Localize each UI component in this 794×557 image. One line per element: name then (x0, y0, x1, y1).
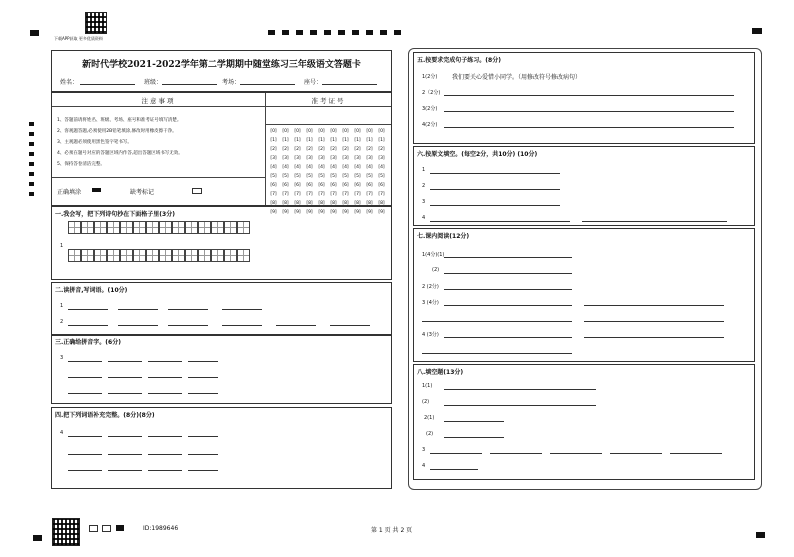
exam-number-bubble[interactable]: [1] (270, 138, 277, 143)
exam-number-bubble[interactable]: [9] (294, 210, 301, 215)
exam-number-bubble[interactable]: [8] (378, 201, 385, 206)
fill-correct-sample (92, 188, 101, 192)
section-5-title: 五.按要求完成句子练习。(8分) (417, 57, 501, 64)
section-5-q1: 1(2分) (422, 74, 438, 80)
exam-number-bubble[interactable]: [6] (378, 183, 385, 188)
exam-number-bubble[interactable]: [6] (342, 183, 349, 188)
exam-number-bubble[interactable]: [9] (270, 210, 277, 215)
exam-number-column[interactable] (340, 127, 351, 217)
writing-grid[interactable] (68, 221, 250, 271)
exam-number-bubble[interactable]: [8] (318, 201, 325, 206)
writing-cell[interactable] (120, 221, 133, 234)
exam-number-bubble[interactable]: [7] (306, 192, 313, 197)
footer-mark-1 (89, 525, 98, 532)
section-7-q4: 4 (3分) (422, 332, 439, 338)
notice-item-3: 3、主观题必须使用黑色签字笔书写。 (57, 140, 132, 145)
corner-mark-tr (752, 28, 762, 34)
section-2-title: 二.读拼音,写词语。(10分) (55, 287, 128, 294)
corner-mark-bl (33, 535, 42, 541)
exam-number-column[interactable] (292, 127, 303, 217)
exam-number-bubble[interactable]: [5] (378, 174, 385, 179)
section-8-q3: 3 (422, 447, 426, 453)
corner-mark-tl (30, 30, 39, 36)
exam-number-write-row[interactable] (266, 106, 391, 125)
writing-cell[interactable] (224, 221, 237, 234)
exam-number-bubble[interactable]: [7] (318, 192, 325, 197)
footer-mark-2 (102, 525, 111, 532)
section-4-box (51, 407, 392, 489)
section-5-q1-text: 我们要关心爱惜小同学。（用修改符号修改病句） (452, 74, 582, 81)
exam-number-bubble[interactable]: [7] (330, 192, 337, 197)
exam-number-bubble[interactable]: [8] (270, 201, 277, 206)
exam-number-bubble[interactable]: [3] (366, 156, 373, 161)
section-8-q4: 4 (422, 463, 426, 469)
exam-number-bubble[interactable]: [6] (306, 183, 313, 188)
exam-number-bubble[interactable]: [8] (366, 201, 373, 206)
exam-number-column[interactable] (304, 127, 315, 217)
exam-number-bubble[interactable]: [0] (378, 129, 385, 134)
exam-number-bubble[interactable]: [7] (294, 192, 301, 197)
writing-cell[interactable] (172, 221, 185, 234)
exam-number-bubble[interactable]: [5] (342, 174, 349, 179)
exam-number-bubble[interactable]: [0] (294, 129, 301, 134)
header-qr-code (85, 12, 107, 34)
exam-number-bubble[interactable]: [4] (378, 165, 385, 170)
notice-heading: 注意事项 (141, 97, 176, 105)
notice-item-1: 1、答题前请将姓名、班级、考场、座号和准考证号填写清楚。 (57, 118, 182, 123)
exam-number-bubble[interactable]: [8] (306, 201, 313, 206)
exam-number-bubble[interactable]: [4] (366, 165, 373, 170)
section-2-q1: 1 (60, 303, 64, 309)
writing-cell[interactable] (185, 249, 198, 262)
footer-page-number: 第 1 页 共 2 页 (371, 527, 413, 534)
notice-item-5: 5、保持答卷清洁完整。 (57, 162, 105, 167)
section-2-q2: 2 (60, 319, 64, 325)
writing-cell[interactable] (237, 221, 250, 234)
exam-number-bubble[interactable]: [3] (354, 156, 361, 161)
section-7-q2: 2 (2分) (422, 284, 439, 290)
exam-number-bubble[interactable]: [0] (270, 129, 277, 134)
exam-number-bubble[interactable]: [2] (318, 147, 325, 152)
notice-item-2: 2、客观题答题,必须使用2B铅笔填涂,修改时用橡皮擦干净。 (57, 129, 177, 134)
exam-number-bubble[interactable]: [5] (270, 174, 277, 179)
exam-number-bubble[interactable]: [9] (306, 210, 313, 215)
writing-cell[interactable] (94, 249, 107, 262)
exam-number-bubble[interactable]: [2] (378, 147, 385, 152)
exam-number-bubble[interactable]: [2] (282, 147, 289, 152)
section-3-title: 三.正确给拼音字。(6分) (55, 339, 121, 346)
qr-caption: 下载APP获取 更多优质资料 (54, 36, 103, 41)
exam-number-column[interactable] (316, 127, 327, 217)
exam-number-bubble[interactable]: [0] (366, 129, 373, 134)
section-4-title: 四.把下列词语补充完整。(8分)(8分) (55, 412, 155, 419)
page-title: 新时代学校2021-2022学年第二学期期中随堂练习三年级语文答题卡 (82, 60, 361, 70)
section-7-q1b: (2) (432, 267, 440, 273)
exam-number-bubble[interactable]: [3] (294, 156, 301, 161)
exam-number-bubble[interactable]: [6] (366, 183, 373, 188)
exam-number-bubble[interactable]: [7] (378, 192, 385, 197)
exam-number-bubble[interactable]: [4] (342, 165, 349, 170)
section-1-title: 一.我会写，把下列诗句抄在下面格子里(3分) (55, 211, 175, 218)
exam-number-bubble[interactable]: [1] (342, 138, 349, 143)
section-3-box (51, 334, 392, 404)
section-3-q-number: 3 (60, 355, 64, 361)
exam-number-bubble[interactable]: [5] (294, 174, 301, 179)
exam-number-bubble[interactable]: [2] (306, 147, 313, 152)
exam-number-bubble[interactable]: [4] (270, 165, 277, 170)
exam-number-column[interactable] (280, 127, 291, 217)
exam-number-bubble[interactable]: [3] (282, 156, 289, 161)
exam-number-bubble[interactable]: [3] (330, 156, 337, 161)
exam-number-bubble[interactable]: [3] (378, 156, 385, 161)
writing-cell[interactable] (120, 249, 133, 262)
exam-number-bubble[interactable]: [1] (294, 138, 301, 143)
writing-cell[interactable] (211, 221, 224, 234)
exam-number-bubble[interactable]: [5] (366, 174, 373, 179)
section-8-title: 八.填空题(13分) (417, 369, 464, 376)
exam-number-bubble[interactable]: [8] (330, 201, 337, 206)
absent-mark-label: 缺考标记 (130, 189, 155, 196)
section-8-q1: 1(1) (422, 383, 433, 389)
exam-number-bubble[interactable]: [8] (354, 201, 361, 206)
section-5-q2: 2（2分) (422, 90, 441, 96)
room-field-label: 考场： (222, 79, 241, 86)
exam-number-bubble[interactable]: [4] (306, 165, 313, 170)
exam-number-bubble[interactable]: [6] (330, 183, 337, 188)
exam-number-bubble[interactable]: [0] (342, 129, 349, 134)
exam-number-bubble[interactable]: [4] (330, 165, 337, 170)
exam-number-bubble[interactable]: [3] (306, 156, 313, 161)
writing-cell[interactable] (146, 249, 159, 262)
writing-cell[interactable] (237, 249, 250, 262)
section-6-title: 六.按原文填空。(每空2分，共10分) (10分) (417, 151, 538, 158)
writing-cell[interactable] (198, 249, 211, 262)
seat-field-label: 座号： (304, 79, 323, 86)
exam-number-bubble[interactable]: [2] (330, 147, 337, 152)
corner-mark-br (756, 532, 765, 538)
exam-number-bubble[interactable]: [9] (330, 210, 337, 215)
section-5-q4: 4(2分) (422, 122, 438, 128)
exam-number-bubble[interactable]: [2] (270, 147, 277, 152)
exam-number-bubble[interactable]: [1] (318, 138, 325, 143)
exam-number-bubble[interactable]: [2] (366, 147, 373, 152)
exam-number-column[interactable] (268, 127, 279, 217)
exam-number-bubble[interactable]: [2] (342, 147, 349, 152)
exam-number-bubble[interactable]: [6] (270, 183, 277, 188)
writing-cell[interactable] (224, 249, 237, 262)
exam-number-bubble[interactable]: [2] (294, 147, 301, 152)
exam-number-bubble[interactable]: [3] (270, 156, 277, 161)
writing-cell[interactable] (81, 249, 94, 262)
section-5-box (413, 52, 755, 144)
writing-cell[interactable] (68, 249, 81, 262)
exam-number-bubble[interactable]: [5] (330, 174, 337, 179)
exam-number-bubble[interactable]: [4] (354, 165, 361, 170)
exam-number-bubble[interactable]: [9] (354, 210, 361, 215)
class-field-label: 班级： (144, 79, 163, 86)
writing-cell[interactable] (133, 249, 146, 262)
exam-number-bubble[interactable]: [3] (342, 156, 349, 161)
exam-number-bubble[interactable]: [5] (306, 174, 313, 179)
exam-number-column[interactable] (376, 127, 387, 217)
section-8-q2: 2(1) (424, 415, 435, 421)
exam-number-bubble[interactable]: [8] (342, 201, 349, 206)
section-7-box (413, 228, 755, 362)
writing-cell[interactable] (198, 221, 211, 234)
section-6-q4: 4 (422, 215, 426, 221)
writing-cell[interactable] (94, 221, 107, 234)
exam-number-bubble[interactable]: [4] (282, 165, 289, 170)
section-8-q2b: (2) (426, 431, 434, 437)
exam-number-bubble[interactable]: [4] (318, 165, 325, 170)
section-6-q2: 2 (422, 183, 426, 189)
section-8-q1b: (2) (422, 399, 430, 405)
footer-mark-3 (116, 525, 124, 531)
section-5-q3: 3(2分) (422, 106, 438, 112)
section-7-q1: 1(4分)(1) (422, 252, 445, 258)
writing-cell[interactable] (159, 249, 172, 262)
exam-number-bubble[interactable]: [5] (318, 174, 325, 179)
exam-number-bubble[interactable]: [1] (354, 138, 361, 143)
exam-number-bubble[interactable]: [1] (378, 138, 385, 143)
exam-number-bubble[interactable]: [9] (282, 210, 289, 215)
exam-number-bubble[interactable]: [4] (294, 165, 301, 170)
exam-number-bubble[interactable]: [7] (342, 192, 349, 197)
absent-mark-box[interactable] (192, 188, 202, 194)
section-2-box (51, 282, 392, 336)
footer-qr-code (52, 518, 80, 546)
exam-number-bubble[interactable]: [9] (366, 210, 373, 215)
section-7-q3: 3 (4分) (422, 300, 439, 306)
exam-number-bubble-grid[interactable] (268, 127, 390, 215)
section-7-title: 七.课内阅读(12分) (417, 233, 470, 240)
footer-id: ID:1989646 (143, 525, 179, 532)
exam-number-bubble[interactable]: [2] (354, 147, 361, 152)
writing-cell[interactable] (185, 221, 198, 234)
exam-number-bubble[interactable]: [0] (306, 129, 313, 134)
exam-number-bubble[interactable]: [1] (282, 138, 289, 143)
exam-number-bubble[interactable]: [6] (282, 183, 289, 188)
exam-number-bubble[interactable]: [9] (342, 210, 349, 215)
section-8-box (413, 364, 755, 480)
section-6-box (413, 146, 755, 226)
exam-number-column[interactable] (328, 127, 339, 217)
writing-cell[interactable] (81, 221, 94, 234)
exam-number-bubble[interactable]: [8] (294, 201, 301, 206)
exam-number-column[interactable] (352, 127, 363, 217)
exam-number-bubble[interactable]: [6] (294, 183, 301, 188)
exam-number-bubble[interactable]: [0] (354, 129, 361, 134)
exam-number-bubble[interactable]: [1] (306, 138, 313, 143)
exam-number-bubble[interactable]: [8] (282, 201, 289, 206)
exam-number-bubble[interactable]: [7] (366, 192, 373, 197)
exam-number-column[interactable] (364, 127, 375, 217)
section-1-q-number: 1 (60, 243, 64, 249)
exam-number-bubble[interactable]: [6] (318, 183, 325, 188)
writing-cell[interactable] (159, 221, 172, 234)
exam-number-bubble[interactable]: [5] (282, 174, 289, 179)
exam-number-bubble[interactable]: [1] (330, 138, 337, 143)
section-1-box (51, 206, 392, 280)
fill-correct-label: 正确填涂 (57, 189, 82, 196)
exam-number-bubble[interactable]: [0] (330, 129, 337, 134)
section-4-q-number: 4 (60, 430, 64, 436)
exam-number-bubble[interactable]: [6] (354, 183, 361, 188)
writing-cell[interactable] (133, 221, 146, 234)
exam-number-bubble[interactable]: [0] (282, 129, 289, 134)
writing-cell[interactable] (107, 221, 120, 234)
exam-number-bubble[interactable]: [5] (354, 174, 361, 179)
writing-cell[interactable] (68, 221, 81, 234)
exam-number-bubble[interactable]: [9] (378, 210, 385, 215)
section-6-q3: 3 (422, 199, 426, 205)
exam-number-heading: 准考证号 (311, 97, 346, 105)
notice-item-4: 4、必须在题号对应的答题区域内作答,超出答题区域书写无效。 (57, 151, 183, 156)
writing-cell[interactable] (211, 249, 224, 262)
name-field-label: 姓名： (60, 79, 79, 86)
header-box (51, 50, 392, 92)
exam-number-bubble[interactable]: [1] (366, 138, 373, 143)
exam-number-bubble[interactable]: [7] (270, 192, 277, 197)
section-6-q1: 1 (422, 167, 426, 173)
exam-number-bubble[interactable]: [7] (354, 192, 361, 197)
writing-cell[interactable] (107, 249, 120, 262)
writing-cell[interactable] (146, 221, 159, 234)
writing-cell[interactable] (172, 249, 185, 262)
exam-number-bubble[interactable]: [7] (282, 192, 289, 197)
exam-number-bubble[interactable]: [3] (318, 156, 325, 161)
exam-number-bubble[interactable]: [0] (318, 129, 325, 134)
exam-number-bubble[interactable]: [9] (318, 210, 325, 215)
